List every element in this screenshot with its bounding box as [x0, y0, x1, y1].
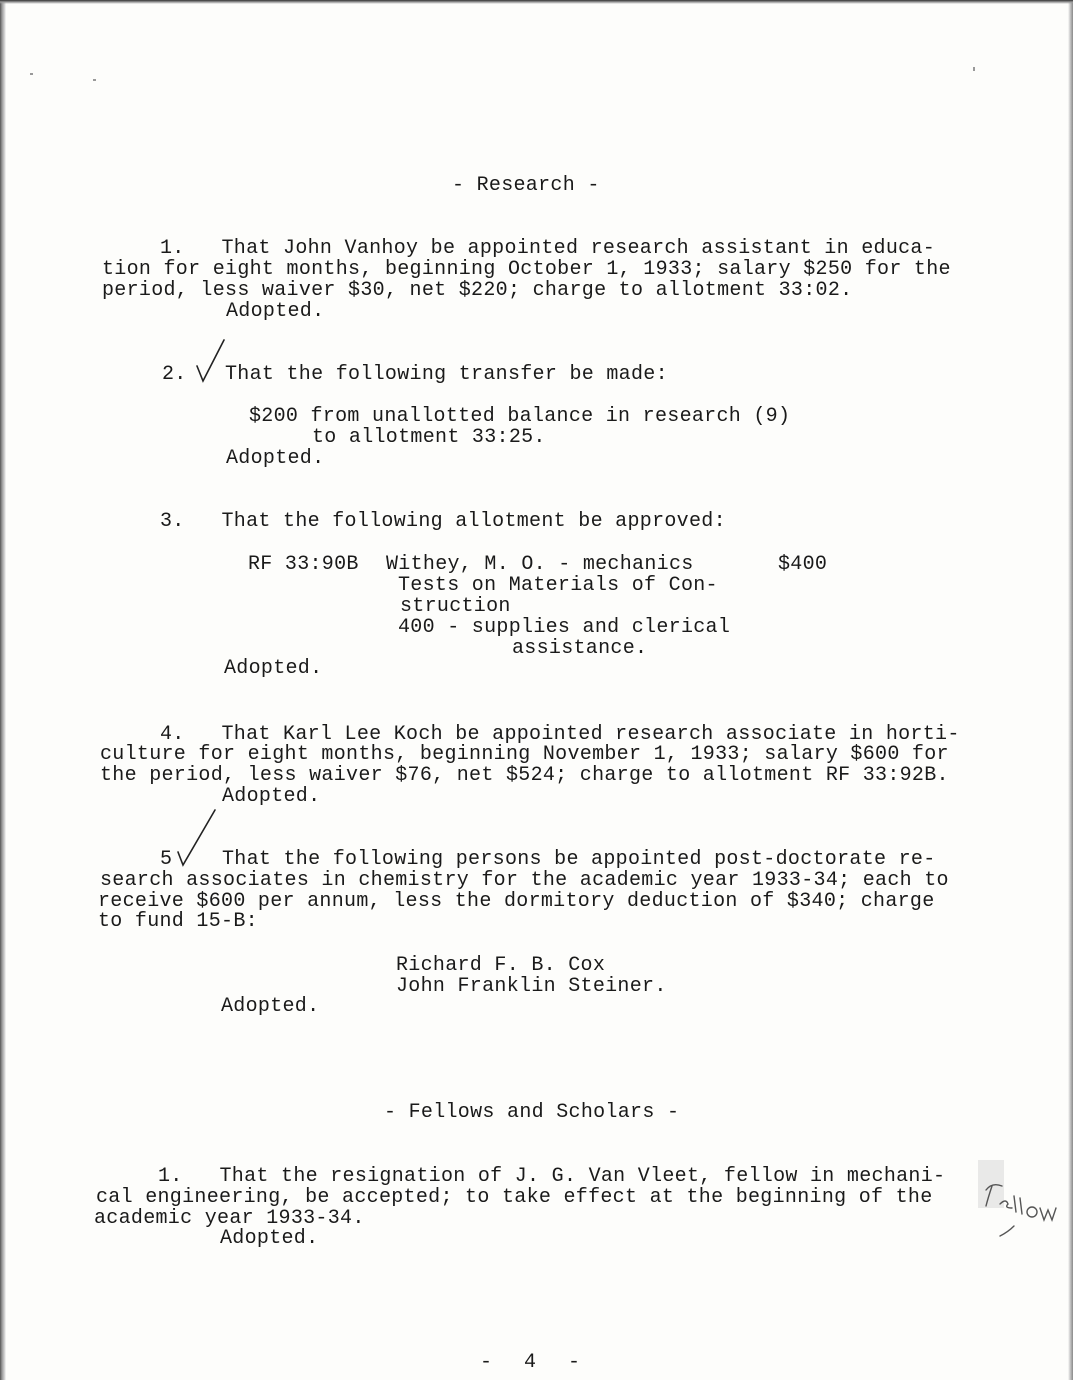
research-item-2-line-3: to allotment 33:25.	[312, 426, 546, 449]
appointee-name-2: John Franklin Steiner.	[396, 975, 667, 998]
research-item-2-line-2: $200 from unallotted balance in research (9)	[249, 405, 791, 428]
research-item-3-adopted: Adopted.	[224, 657, 323, 680]
research-item-5-line-2: search associates in chemistry for the academic year 1933-34; each to	[100, 869, 949, 892]
research-item-3-line-1: 3. That the following allotment be approved:	[160, 510, 726, 533]
allotment-amount: $400	[778, 553, 828, 576]
fellows-item-1-line-1: 1. That the resignation of J. G. Van Vleet, fellow in mechani-	[158, 1165, 946, 1188]
research-item-5-number: 5	[160, 848, 173, 871]
scan-speck	[30, 73, 33, 75]
research-item-1-adopted: Adopted.	[226, 300, 325, 323]
research-item-5-adopted: Adopted.	[221, 995, 320, 1018]
research-item-2-adopted: Adopted.	[226, 447, 325, 470]
allotment-description-3: 400 - supplies and clerical	[398, 616, 731, 639]
scan-edge-right	[1068, 0, 1073, 1380]
research-item-1-line-2: tion for eight months, beginning October 1, 1933; salary $250 for the	[102, 258, 951, 281]
checkmark-icon	[172, 808, 218, 868]
allotment-description-2: struction	[400, 595, 511, 618]
research-item-4-line-2: culture for eight months, beginning November 1, 1933; salary $600 for	[100, 743, 949, 766]
research-item-1-line-1: 1. That John Vanhoy be appointed research assistant in educa-	[160, 237, 936, 260]
research-item-4-line-3: the period, less waiver $76, net $524; charge to allotment RF 33:92B.	[100, 764, 949, 787]
research-item-5-line-3: receive $600 per annum, less the dormitory deduction of $340; charge	[98, 890, 935, 913]
fellows-heading: - Fellows and Scholars -	[384, 1101, 680, 1124]
research-heading: - Research -	[452, 174, 600, 197]
fellows-item-1-adopted: Adopted.	[220, 1227, 319, 1250]
research-item-5-line-1: That the following persons be appointed post-doctorate re-	[222, 848, 936, 871]
page-number: - 4 -	[480, 1351, 591, 1374]
scan-edge-top	[0, 0, 1073, 4]
fellows-item-1-line-3: academic year 1933-34.	[94, 1207, 365, 1230]
allotment-description-1: Tests on Materials of Con-	[398, 574, 718, 597]
research-item-2-line-1: That the following transfer be made:	[225, 363, 668, 386]
scan-speck	[973, 67, 975, 71]
checkmark-icon	[194, 338, 228, 384]
allotment-description-4: assistance.	[512, 637, 648, 660]
scan-edge-left	[0, 0, 6, 1380]
research-item-1-line-3: period, less waiver $30, net $220; charge to allotment 33:02.	[102, 279, 853, 302]
research-item-4-line-1: 4. That Karl Lee Koch be appointed research associate in horti-	[160, 723, 960, 746]
research-item-2-number: 2.	[162, 363, 187, 386]
scan-speck	[93, 79, 96, 81]
research-item-5-line-4: to fund 15-B:	[98, 910, 258, 933]
allotment-code: RF 33:90B	[248, 553, 359, 576]
research-item-4-adopted: Adopted.	[222, 785, 321, 808]
fellow-margin-stamp	[978, 1160, 1068, 1240]
fellows-item-1-line-2: cal engineering, be accepted; to take effect at the beginning of the	[96, 1186, 933, 1209]
allotment-name: Withey, M. O. - mechanics	[386, 553, 694, 576]
appointee-name-1: Richard F. B. Cox	[396, 954, 606, 977]
